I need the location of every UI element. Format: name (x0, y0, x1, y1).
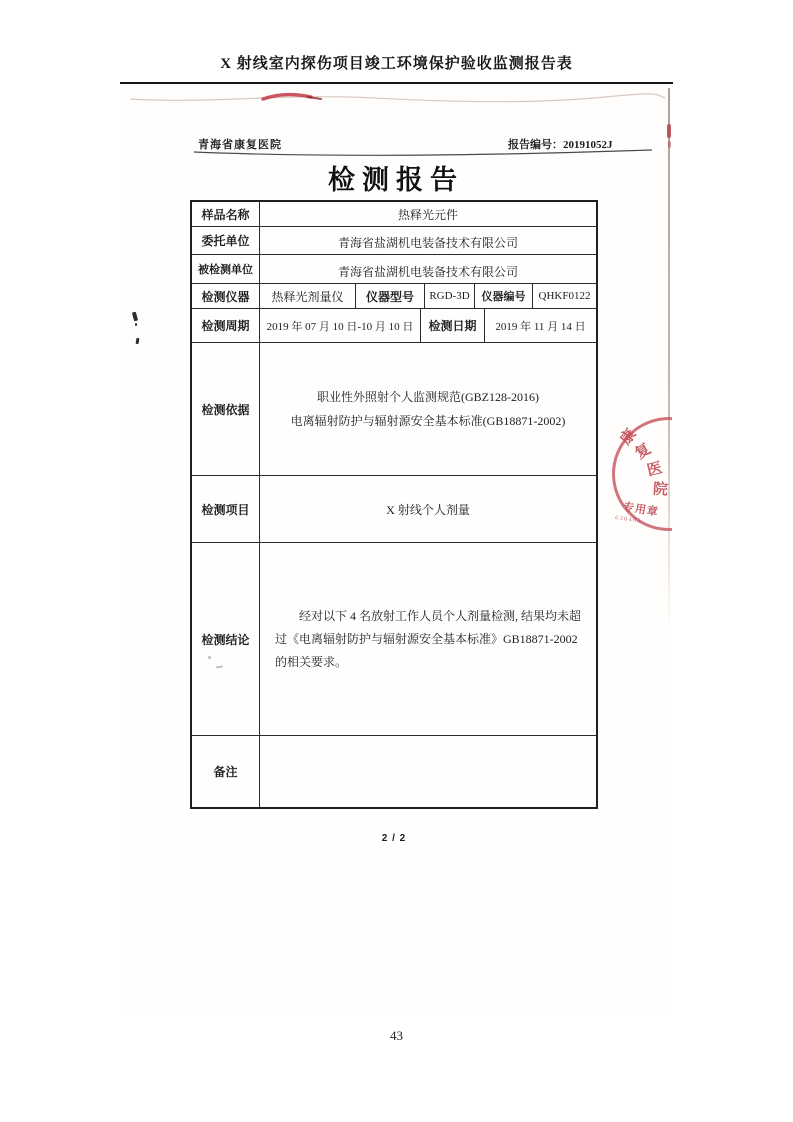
date-value: 2019 年 11 月 14 日 (484, 309, 596, 342)
remarks-value (259, 736, 596, 807)
red-seal-stamp (600, 413, 672, 548)
basis-line-1: 职业性外照射个人监测规范(GBZ128-2016) (317, 390, 539, 404)
serial-value: QHKF0122 (532, 284, 596, 308)
row-label: 检测周期 (201, 319, 250, 333)
basis-line-2: 电离辐射防护与辐射源安全基本标准(GB18871-2002) (290, 414, 566, 428)
row-value: 热释光元件 (259, 202, 596, 226)
row-label: 检测项目 (201, 502, 250, 517)
red-pen-mark-edge-small (668, 141, 671, 148)
conclusion-value (259, 543, 596, 735)
model-value: RGD-3D (424, 284, 474, 308)
row-value: 青海省盐湖机电装备技术有限公司 (259, 255, 596, 283)
row-label: 被检测单位 (198, 264, 253, 276)
row-value: 青海省盐湖机电装备技术有限公司 (259, 227, 596, 254)
table-row-conclusion (192, 542, 596, 735)
seal-digits: 630465 (614, 515, 643, 525)
table-row-period (192, 308, 596, 342)
scan-crease-artifact (125, 90, 670, 108)
row-label: 检测仪器 (201, 289, 250, 304)
red-pen-mark-edge (667, 124, 671, 138)
table-row-basis (192, 342, 596, 475)
row-label: 委托单位 (201, 234, 250, 248)
period-value: 2019 年 07 月 10 日-10 月 10 日 (259, 309, 420, 342)
header-divider-line (120, 82, 673, 84)
ink-speck (135, 323, 137, 326)
row-label: 检测依据 (201, 402, 250, 417)
report-table (190, 200, 598, 809)
table-row-client-unit (192, 226, 596, 254)
seal-arc-char: 复 (632, 440, 654, 463)
seal-text: 专用章 (622, 501, 660, 519)
table-row-inspected-unit (192, 254, 596, 283)
page-number: 43 (390, 1028, 403, 1043)
table-row-remarks (192, 735, 596, 807)
meta-underline (192, 148, 654, 158)
basis-value (259, 343, 596, 475)
items-value: X 射线个人剂量 (259, 476, 596, 542)
report-title: 检测报告 (328, 165, 464, 195)
table-row-instrument (192, 283, 596, 308)
row-label: 备注 (213, 765, 238, 779)
issuing-organization: 青海省康复医院 (198, 139, 282, 151)
seal-arc-char: 康 (617, 426, 640, 449)
document-header-title: X 射线室内探伤项目竣工环境保护验收监测报告表 (220, 56, 573, 72)
model-label: 仪器型号 (355, 284, 424, 308)
instrument-name: 热释光剂量仪 (259, 284, 355, 308)
seal-arc-char: 医 (645, 460, 665, 480)
row-label: 样品名称 (201, 207, 250, 222)
table-row-sample-name (192, 202, 596, 226)
serial-label: 仪器编号 (474, 284, 532, 308)
date-label: 检测日期 (420, 309, 484, 342)
seal-arc-char: 院 (652, 481, 669, 499)
table-row-items (192, 475, 596, 542)
report-number: 报告编号：20191052J (508, 139, 613, 151)
row-label: 检测结论 (201, 632, 250, 647)
conclusion-text: 经对以下 4 名放射工作人员个人剂量检测, 结果均未超过《电离辐射防护与辐射源安全基本标准》GB18871-2002 的相关要求。 (275, 609, 582, 669)
scan-page-indicator: 2 / 2 (381, 833, 407, 844)
